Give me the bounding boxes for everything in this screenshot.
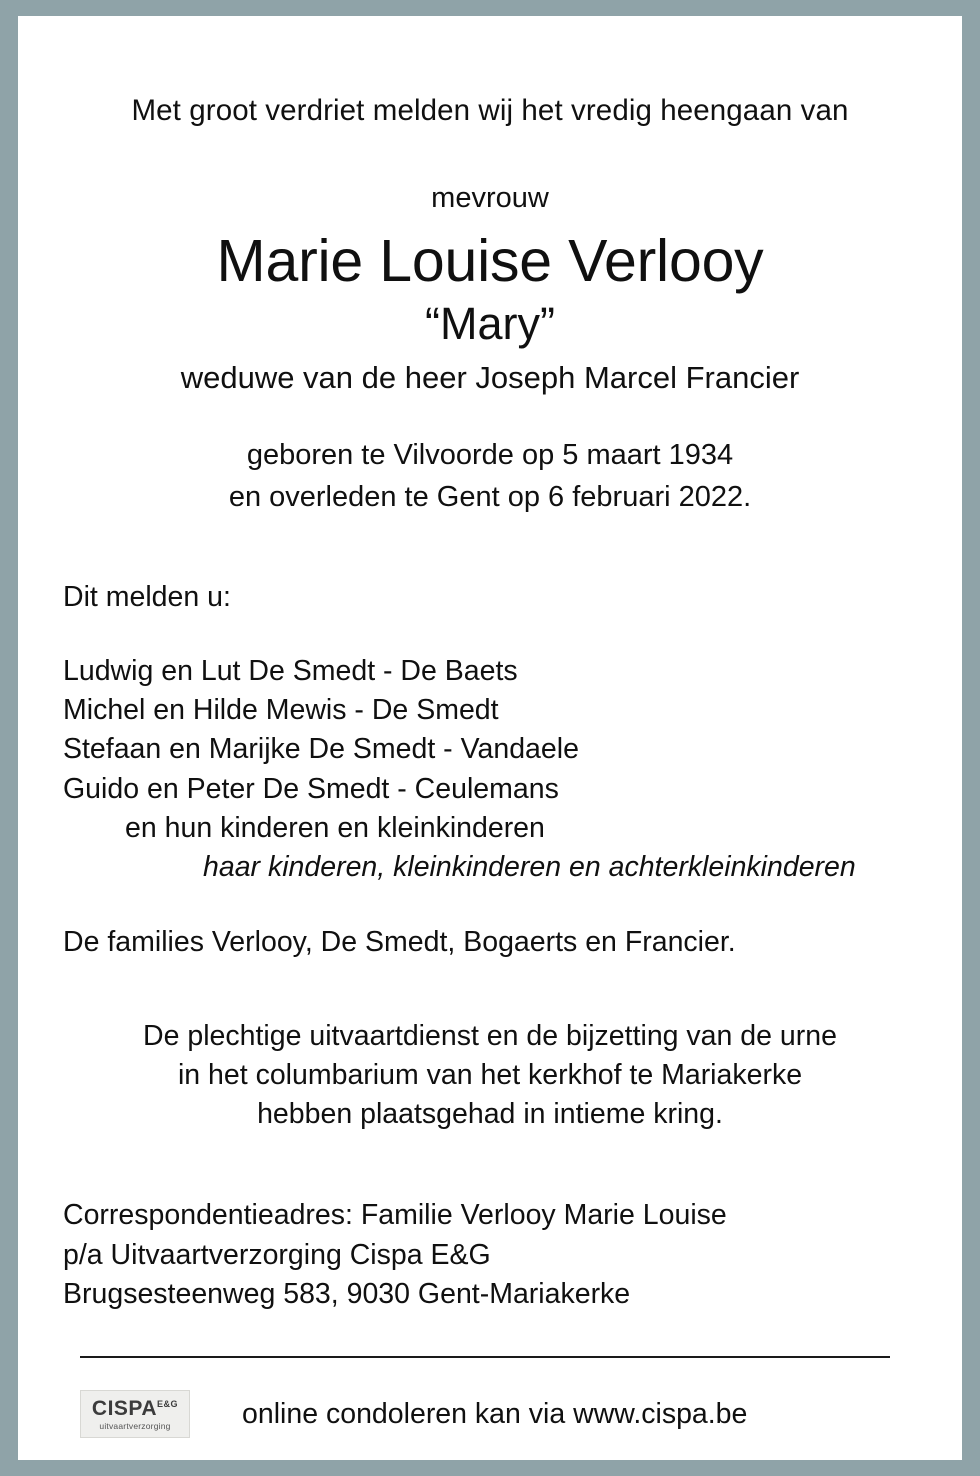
list-item: Michel en Hilde Mewis - De Smedt — [63, 693, 499, 726]
footer — [80, 1382, 900, 1446]
footer-divider — [80, 1356, 890, 1358]
deceased-nickname: “Mary” — [425, 297, 555, 349]
correspondence-line: Brugsesteenweg 583, 9030 Gent-Mariakerke — [63, 1278, 631, 1311]
intro-text: Met groot verdriet melden wij het vredig heengaan van — [131, 94, 849, 127]
condolence-text: online condoleren kan via www.cispa.be — [242, 1397, 748, 1430]
deceased-name: Marie Louise Verlooy — [216, 228, 764, 294]
birth-line: geboren te Vilvoorde op 5 maart 1934 — [246, 439, 734, 472]
list-item: Guido en Peter De Smedt - Ceulemans — [63, 772, 559, 805]
logo-subtitle: uitvaartverzorging — [99, 1420, 171, 1431]
correspondence-info — [63, 1196, 917, 1314]
service-line: in het columbarium van het kerkhof te Mariakerke — [177, 1058, 803, 1091]
family-relation-line: haar kinderen, kleinkinderen en achterkleinkinderen — [203, 851, 856, 884]
family-children-line: en hun kinderen en kleinkinderen — [125, 811, 545, 844]
salutation: mevrouw — [431, 182, 549, 214]
list-item: Ludwig en Lut De Smedt - De Baets — [63, 654, 518, 687]
death-line: en overleden te Gent op 6 februari 2022. — [228, 481, 752, 514]
cispa-logo — [80, 1390, 190, 1438]
logo-main-text: CISPA — [91, 1396, 158, 1420]
logo-text — [92, 1398, 178, 1419]
families-line: De families Verlooy, De Smedt, Bogaerts en Francier. — [63, 925, 736, 958]
announce-label: Dit melden u: — [63, 580, 231, 613]
family-list — [63, 652, 917, 888]
service-line: De plechtige uitvaartdienst en de bijzetting van de urne — [143, 1019, 837, 1052]
memorial-card — [18, 16, 962, 1460]
logo-sup-text: E&G — [157, 1398, 179, 1409]
service-info — [63, 1017, 917, 1135]
life-dates — [63, 434, 917, 518]
spouse-line: weduwe van de heer Joseph Marcel Francier — [180, 360, 800, 396]
correspondence-line: p/a Uitvaartverzorging Cispa E&G — [63, 1238, 491, 1271]
service-line: hebben plaatsgehad in intieme kring. — [257, 1098, 723, 1131]
list-item: Stefaan en Marijke De Smedt - Vandaele — [63, 733, 579, 766]
correspondence-line: Correspondentieadres: Familie Verlooy Marie Louise — [63, 1199, 727, 1232]
card-content — [18, 16, 962, 1460]
